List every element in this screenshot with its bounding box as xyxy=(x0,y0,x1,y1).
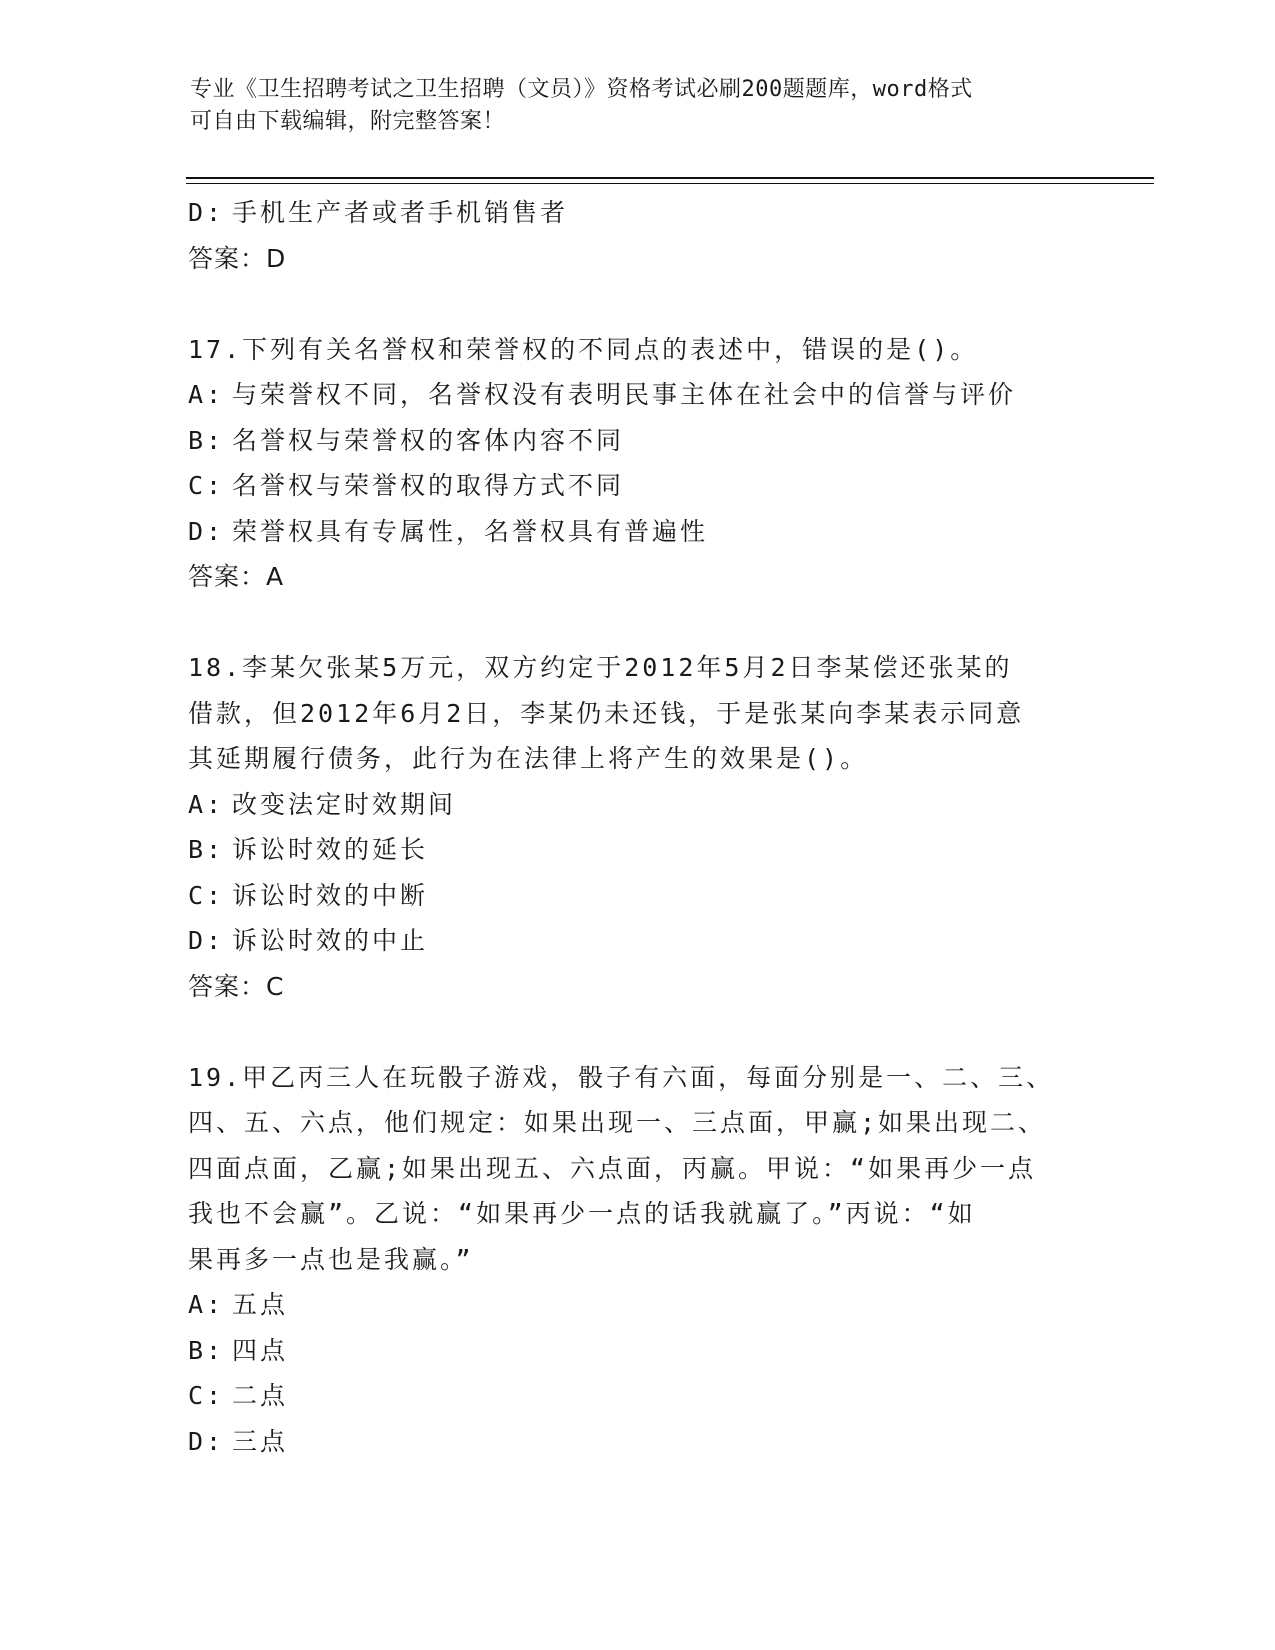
answer-line: 答案：D xyxy=(188,243,287,273)
option-text: 手机生产者或者手机销售者 xyxy=(232,198,569,227)
question-stem: 其延期履行债务，此行为在法律上将产生的效果是()。 xyxy=(188,744,869,773)
question-stem: 四、五、六点，他们规定：如果出现一、三点面，甲赢;如果出现二、 xyxy=(188,1108,1047,1137)
option-a xyxy=(188,782,1088,828)
header-rule-thin xyxy=(186,183,1154,184)
question-stem: 四面点面，乙赢;如果出现五、六点面，丙赢。甲说：“如果再少一点 xyxy=(188,1153,1037,1183)
option-text: 诉讼时效的中断 xyxy=(232,880,429,910)
question-stem: 17.下列有关名誉权和荣誉权的不同点的表述中，错误的是()。 xyxy=(188,334,979,364)
question-stem: 18.李某欠张某5万元，双方约定于2012年5月2日李某偿还张某的 xyxy=(188,653,1013,682)
question-list xyxy=(188,190,1088,1464)
option-d xyxy=(188,509,1088,555)
option-key: A: xyxy=(188,380,225,409)
option-a xyxy=(188,1282,1088,1328)
option-text: 名誉权与荣誉权的取得方式不同 xyxy=(232,471,625,500)
option-b xyxy=(188,827,1088,873)
question-stem: 19.甲乙丙三人在玩骰子游戏，骰子有六面，每面分别是一、二、三、 xyxy=(188,1062,1055,1092)
option-text: 诉讼时效的中止 xyxy=(232,926,429,955)
option-text: 荣誉权具有专属性，名誉权具有普遍性 xyxy=(232,516,709,546)
option-key: C: xyxy=(188,880,225,910)
option-key: D: xyxy=(188,926,225,955)
option-key: A: xyxy=(188,1290,225,1319)
option-c xyxy=(188,463,1088,509)
answer-line: 答案：C xyxy=(188,971,285,1001)
question-stem: 借款，但2012年6月2日，李某仍未还钱，于是张某向李某表示同意 xyxy=(188,698,1025,728)
option-a xyxy=(188,372,1088,418)
option-text: 名誉权与荣誉权的客体内容不同 xyxy=(232,425,625,455)
option-text: 诉讼时效的延长 xyxy=(232,835,429,864)
option-key: D: xyxy=(188,1426,225,1456)
option-key: C: xyxy=(188,1381,225,1410)
option-text: 改变法定时效期间 xyxy=(232,789,457,819)
option-d xyxy=(188,918,1088,964)
question-stem: 果再多一点也是我赢。” xyxy=(188,1244,474,1274)
answer-line: 答案：A xyxy=(188,562,285,591)
option-key: B: xyxy=(188,1335,225,1365)
option-text: 与荣誉权不同，名誉权没有表明民事主体在社会中的信誉与评价 xyxy=(232,380,1017,409)
option-c xyxy=(188,873,1088,919)
option-key: B: xyxy=(188,835,225,864)
option-d xyxy=(188,1419,1088,1465)
option-b xyxy=(188,418,1088,464)
option-key: B: xyxy=(188,425,225,455)
option-key: C: xyxy=(188,471,225,500)
option-text: 二点 xyxy=(232,1381,289,1410)
option-key: D: xyxy=(188,198,225,227)
option-c xyxy=(188,1373,1088,1419)
option-text: 三点 xyxy=(232,1426,289,1456)
document-header xyxy=(190,74,1090,138)
option-key: A: xyxy=(188,789,225,819)
header-rule xyxy=(186,177,1154,179)
option-text: 五点 xyxy=(232,1290,289,1319)
question-stem: 我也不会赢”。乙说：“如果再少一点的话我就赢了。”丙说：“如 xyxy=(188,1199,976,1228)
option-b xyxy=(188,1328,1088,1374)
option-text: 四点 xyxy=(232,1335,289,1365)
header-line: 专业《卫生招聘考试之卫生招聘（文员）》资格考试必刷200题题库，word格式 xyxy=(190,77,973,102)
option-key: D: xyxy=(188,516,225,546)
option-d xyxy=(188,190,1088,236)
header-line: 可自由下载编辑，附完整答案！ xyxy=(190,109,506,134)
